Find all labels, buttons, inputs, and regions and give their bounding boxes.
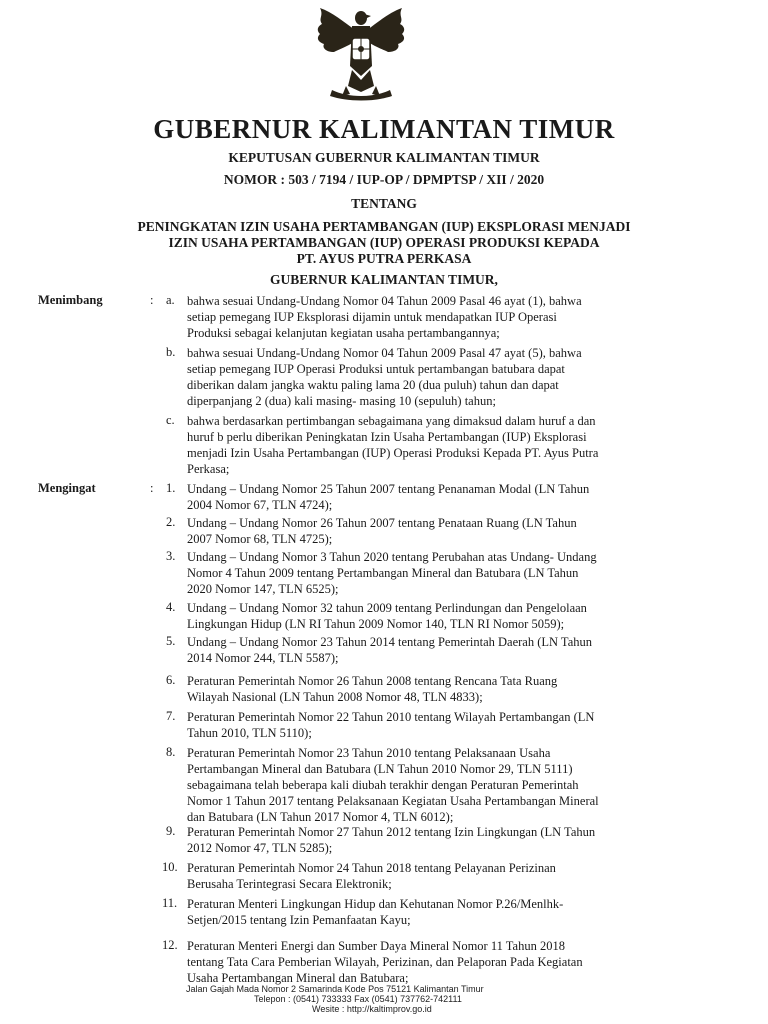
law-text: Peraturan Pemerintah Nomor 22 Tahun 2010 tentang Wilayah Pertambangan (LN Tahun 2010, TLN 5110); <box>187 710 595 740</box>
mengingat-label: Mengingat <box>38 481 96 495</box>
subject-line: PT. AYUS PUTRA PERKASA <box>296 251 472 266</box>
clause-marker: b. <box>166 345 176 359</box>
clause-marker: c. <box>166 413 175 427</box>
governor-title: GUBERNUR KALIMANTAN TIMUR <box>153 114 615 144</box>
law-text: Peraturan Pemerintah Nomor 24 Tahun 2018 tentang Pelayanan Perizinan Berusaha Terintegrasi Secara Elektronik; <box>187 861 556 891</box>
law-text: Undang – Undang Nomor 23 Tahun 2014 tentang Pemerintah Daerah (LN Tahun 2014 Nomor 244, TLN 5587); <box>187 635 592 665</box>
footer-address: Jalan Gajah Mada Nomor 2 Samarinda Kode Pos 75121 Kalimantan Timur <box>186 984 484 994</box>
law-text: Peraturan Menteri Energi dan Sumber Daya Mineral Nomor 11 Tahun 2018 tentang Tata Cara Pemberian Wilayah, Perizinan, dan Pelaporan Pada Kegiatan Usaha Pertambangan Mineral dan Batubara; <box>187 939 583 985</box>
mengingat-colon: : <box>150 481 154 495</box>
clause-text: bahwa sesuai Undang-Undang Nomor 04 Tahun 2009 Pasal 46 ayat (1), bahwa setiap pemegang IUP Eksplorasi dijamin untuk mendapatkan IUP Operasi Produksi sebagai kelanjutan kegiatan usaha pertambangannya; <box>187 294 582 340</box>
law-marker: 1. <box>166 481 176 495</box>
law-marker: 12. <box>162 938 178 952</box>
menimbang-label: Menimbang <box>38 293 103 307</box>
clause-text: bahwa berdasarkan pertimbangan sebagaimana yang dimaksud dalam huruf a dan huruf b perlu diberikan Peningkatan Izin Usaha Pertambangan (IUP) Eksplorasi menjadi Izin Usaha Pertambangan (IUP) Operasi Produksi Kepada PT. Ayus Putra Perkasa; <box>187 414 599 476</box>
law-text: Undang – Undang Nomor 32 tahun 2009 tentang Perlindungan dan Pengelolaan Lingkungan Hidup (LN RI Tahun 2009 Nomor 140, TLN RI Nomor 5059); <box>187 601 587 631</box>
decree-heading: KEPUTUSAN GUBERNUR KALIMANTAN TIMUR <box>228 150 540 165</box>
law-marker: 3. <box>166 549 176 563</box>
tentang-heading: TENTANG <box>351 196 417 211</box>
letterhead-footer <box>186 984 606 1014</box>
law-text: Peraturan Pemerintah Nomor 23 Tahun 2010 tentang Pelaksanaan Usaha Pertambangan Mineral dan Batubara (LN Tahun 2010 Nomor 29, TLN 5111) sebagaimana telah beberapa kali diubah terakhir dengan Peraturan Pemerintah Nomor 1 Tahun 2017 tentang Pelaksanaan Kegiatan Usaha Pertambangan Mineral dan Batubara (LN Tahun 2017 Nomor 4, TLN 6012); <box>187 746 599 824</box>
law-marker: 6. <box>166 673 176 687</box>
law-marker: 5. <box>166 634 176 648</box>
governor-line: GUBERNUR KALIMANTAN TIMUR, <box>270 272 498 287</box>
law-text: Undang – Undang Nomor 26 Tahun 2007 tentang Penataan Ruang (LN Tahun 2007 Nomor 68, TLN 4725); <box>187 516 577 546</box>
subject-line: PENINGKATAN IZIN USAHA PERTAMBANGAN (IUP) EKSPLORASI MENJADI <box>137 219 631 234</box>
footer-website: Wesite : http://kaltimprov.go.id <box>312 1004 432 1014</box>
law-text: Peraturan Menteri Lingkungan Hidup dan Kehutanan Nomor P.26/Menlhk- Setjen/2015 tentang Izin Pemanfaatan Kayu; <box>187 897 564 927</box>
subject-line: IZIN USAHA PERTAMBANGAN (IUP) OPERASI PRODUKSI KEPADA <box>168 235 600 250</box>
law-marker: 8. <box>166 745 176 759</box>
law-text: Undang – Undang Nomor 3 Tahun 2020 tentang Perubahan atas Undang- Undang Nomor 4 Tahun 2009 tentang Pertambangan Mineral dan Batubara (LN Tahun 2020 Nomor 147, TLN 6525); <box>187 550 597 596</box>
garuda-emblem-icon <box>308 6 414 102</box>
decree-number: NOMOR : 503 / 7194 / IUP-OP / DPMPTSP / XII / 2020 <box>223 172 545 187</box>
law-marker: 10. <box>162 860 178 874</box>
menimbang-colon: : <box>150 293 154 307</box>
clause-text: bahwa sesuai Undang-Undang Nomor 04 Tahun 2009 Pasal 47 ayat (5), bahwa setiap pemegang IUP Operasi Produksi untuk pertambangan batubara dapat diberikan dalam jangka waktu paling lama 20 (dua puluh) tahun dan dapat diperpanjang 2 (dua) kali masing- masing 10 (sepuluh) tahun; <box>187 346 582 408</box>
clause-marker: a. <box>166 293 175 307</box>
law-text: Undang – Undang Nomor 25 Tahun 2007 tentang Penanaman Modal (LN Tahun 2004 Nomor 67, TLN 4724); <box>187 482 590 512</box>
law-text: Peraturan Pemerintah Nomor 26 Tahun 2008 tentang Rencana Tata Ruang Wilayah Nasional (LN Tahun 2008 Nomor 48, TLN 4833); <box>187 674 558 704</box>
law-marker: 7. <box>166 709 176 723</box>
footer-phone: Telepon : (0541) 733333 Fax (0541) 737762-742111 <box>254 994 462 1004</box>
law-marker: 9. <box>166 824 176 838</box>
law-marker: 11. <box>162 896 178 910</box>
law-text: Peraturan Pemerintah Nomor 27 Tahun 2012 tentang Izin Lingkungan (LN Tahun 2012 Nomor 47, TLN 5285); <box>187 825 596 855</box>
law-marker: 4. <box>166 600 176 614</box>
law-marker: 2. <box>166 515 176 529</box>
